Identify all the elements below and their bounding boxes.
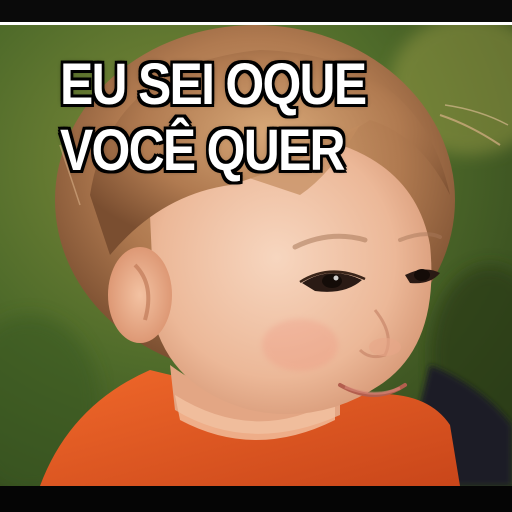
top-border: [0, 0, 512, 24]
bottom-border: [0, 486, 512, 512]
meme-caption: [60, 52, 366, 184]
caption-line-2: VOCÊ QUER: [60, 118, 344, 183]
caption-line-1: EU SEI OQUE: [60, 52, 366, 117]
